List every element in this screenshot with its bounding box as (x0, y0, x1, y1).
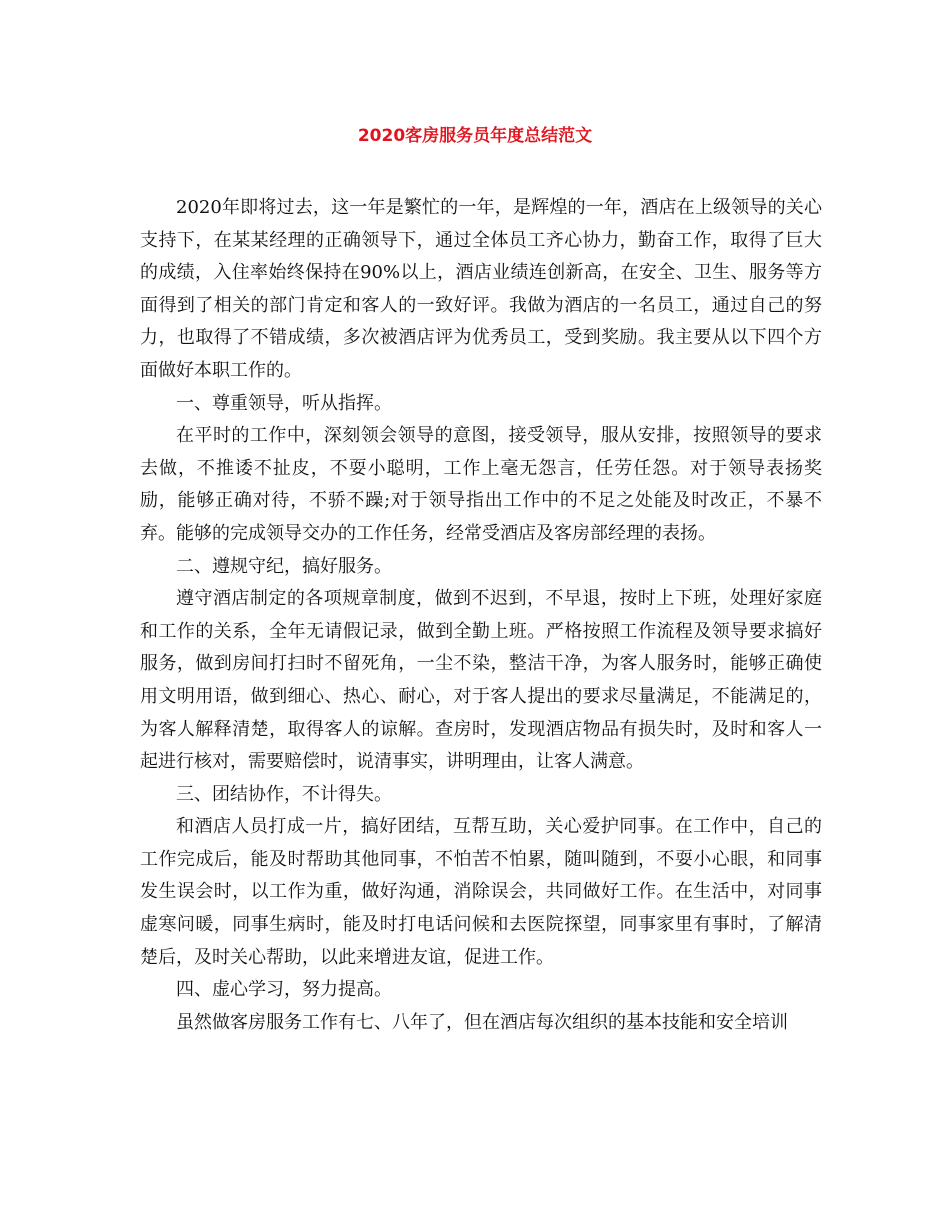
section-paragraph-4: 虽然做客房服务工作有七、八年了，但在酒店每次组织的基本技能和安全培训 (176, 1011, 788, 1033)
document-body (140, 192, 822, 1039)
section-heading-1: 一、尊重领导，听从指挥。 (176, 392, 392, 414)
section-heading-2: 二、遵规守纪，搞好服务。 (176, 555, 392, 577)
section-heading-4: 四、虚心学习，努力提高。 (176, 979, 392, 1001)
section-paragraph-2: 遵守酒店制定的各项规章制度，做到不迟到，不早退，按时上下班，处理好家庭和工作的关系，全年无请假记录，做到全勤上班。严格按照工作流程及领导要求搞好服务，做到房间打扫时不留死角，一尘不染，整洁干净，为客人服务时，能够正确使用文明用语，做到细心、热心、耐心，对于客人提出的要求尽量满足，不能满足的，为客人解释清楚，取得客人的谅解。查房时，发现酒店物品有损失时，及时和客人一起进行核对，需要赔偿时，说清事实，讲明理由，让客人满意。 (140, 588, 822, 773)
section-paragraph-3: 和酒店人员打成一片，搞好团结，互帮互助，关心爱护同事。在工作中，自己的工作完成后，能及时帮助其他同事，不怕苦不怕累，随叫随到，不耍小心眼，和同事发生误会时，以工作为重，做好沟通，消除误会，共同做好工作。在生活中，对同事虚寒问暖，同事生病时，能及时打电话问候和去医院探望，同事家里有事时，了解清楚后，及时关心帮助，以此来增进友谊，促进工作。 (140, 816, 822, 968)
section-paragraph-1: 在平时的工作中，深刻领会领导的意图，接受领导，服从安排，按照领导的要求去做，不推诿不扯皮，不耍小聪明，工作上毫无怨言，任劳任怨。对于领导表扬奖励，能够正确对待，不骄不躁;对于领导指出工作中的不足之处能及时改正，不暴不弃。能够的完成领导交办的工作任务，经常受酒店及客房部经理的表扬。 (140, 425, 822, 544)
document-title: 2020客房服务员年度总结范文 (357, 126, 593, 146)
intro-paragraph: 2020年即将过去，这一年是繁忙的一年，是辉煌的一年，酒店在上级领导的关心支持下，在某某经理的正确领导下，通过全体员工齐心协力，勤奋工作，取得了巨大的成绩，入住率始终保持在90%以上，酒店业绩连创新高，在安全、卫生、服务等方面得到了相关的部门肯定和客人的一致好评。我做为酒店的一名员工，通过自己的努力，也取得了不错成绩，多次被酒店评为优秀员工，受到奖励。我主要从以下四个方面做好本职工作的。 (140, 197, 822, 381)
section-heading-3: 三、团结协作，不计得失。 (176, 783, 392, 805)
